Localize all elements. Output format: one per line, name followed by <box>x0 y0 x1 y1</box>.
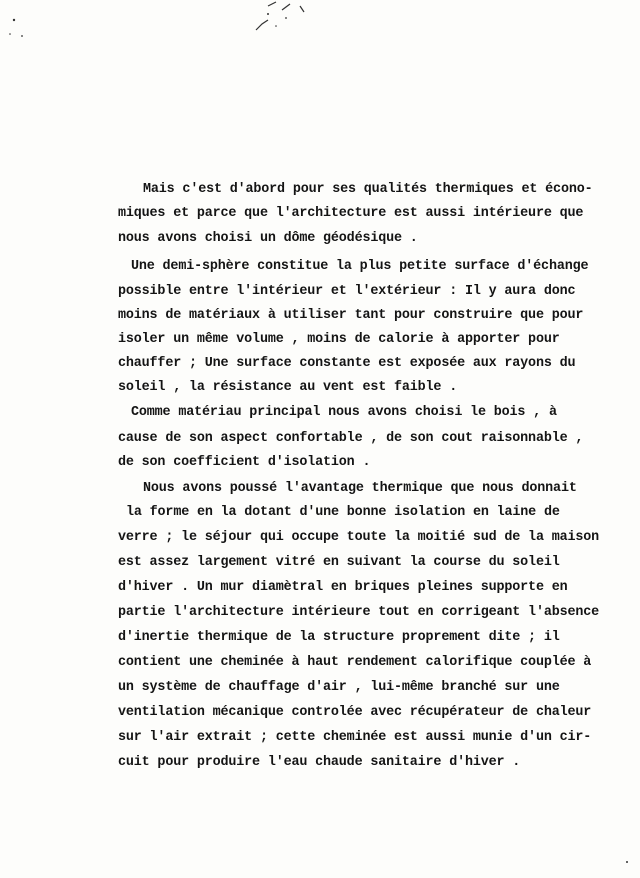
text-line: Une demi-sphère constitue la plus petite surface d'échange <box>131 259 589 274</box>
text-line: possible entre l'intérieur et l'extérieur : Il y aura donc <box>118 284 576 299</box>
text-line: ventilation mécanique controlée avec récupérateur de chaleur <box>118 705 592 720</box>
text-line: moins de matériaux à utiliser tant pour construire que pour <box>118 308 584 323</box>
text-line: est assez largement vitré en suivant la course du soleil <box>118 555 560 570</box>
text-line: cause de son aspect confortable , de son cout raisonnable , <box>118 431 584 446</box>
text-line: soleil , la résistance au vent est faible . <box>118 380 458 395</box>
text-line: chauffer ; Une surface constante est exposée aux rayons du <box>118 356 576 371</box>
text-line: cuit pour produire l'eau chaude sanitaire d'hiver . <box>118 755 521 770</box>
text-line: partie l'architecture intérieure tout en corrigeant l'absence <box>118 605 600 620</box>
text-line: isoler un même volume , moins de calorie à apporter pour <box>118 332 560 347</box>
text-line: sur l'air extrait ; cette cheminée est aussi munie d'un cir- <box>118 730 592 745</box>
text-line: Nous avons poussé l'avantage thermique que nous donnait <box>143 481 577 496</box>
text-line: Comme matériau principal nous avons choisi le bois , à <box>131 405 557 420</box>
text-line: nous avons choisi un dôme géodésique . <box>118 231 418 246</box>
text-line: d'hiver . Un mur diamètral en briques pleines supporte en <box>118 580 568 595</box>
text-line: Mais c'est d'abord pour ses qualités thermiques et écono- <box>143 182 593 197</box>
text-line: contient une cheminée à haut rendement calorifique couplée à <box>118 655 592 670</box>
text-line: la forme en la dotant d'une bonne isolation en laine de <box>126 505 560 520</box>
text-line: miques et parce que l'architecture est aussi intérieure que <box>118 206 584 221</box>
text-line: de son coefficient d'isolation . <box>118 455 371 470</box>
text-line: un système de chauffage d'air , lui-même branché sur une <box>118 680 560 695</box>
text-line: verre ; le séjour qui occupe toute la moitié sud de la maison <box>118 530 600 545</box>
text-line: d'inertie thermique de la structure proprement dite ; il <box>118 630 560 645</box>
